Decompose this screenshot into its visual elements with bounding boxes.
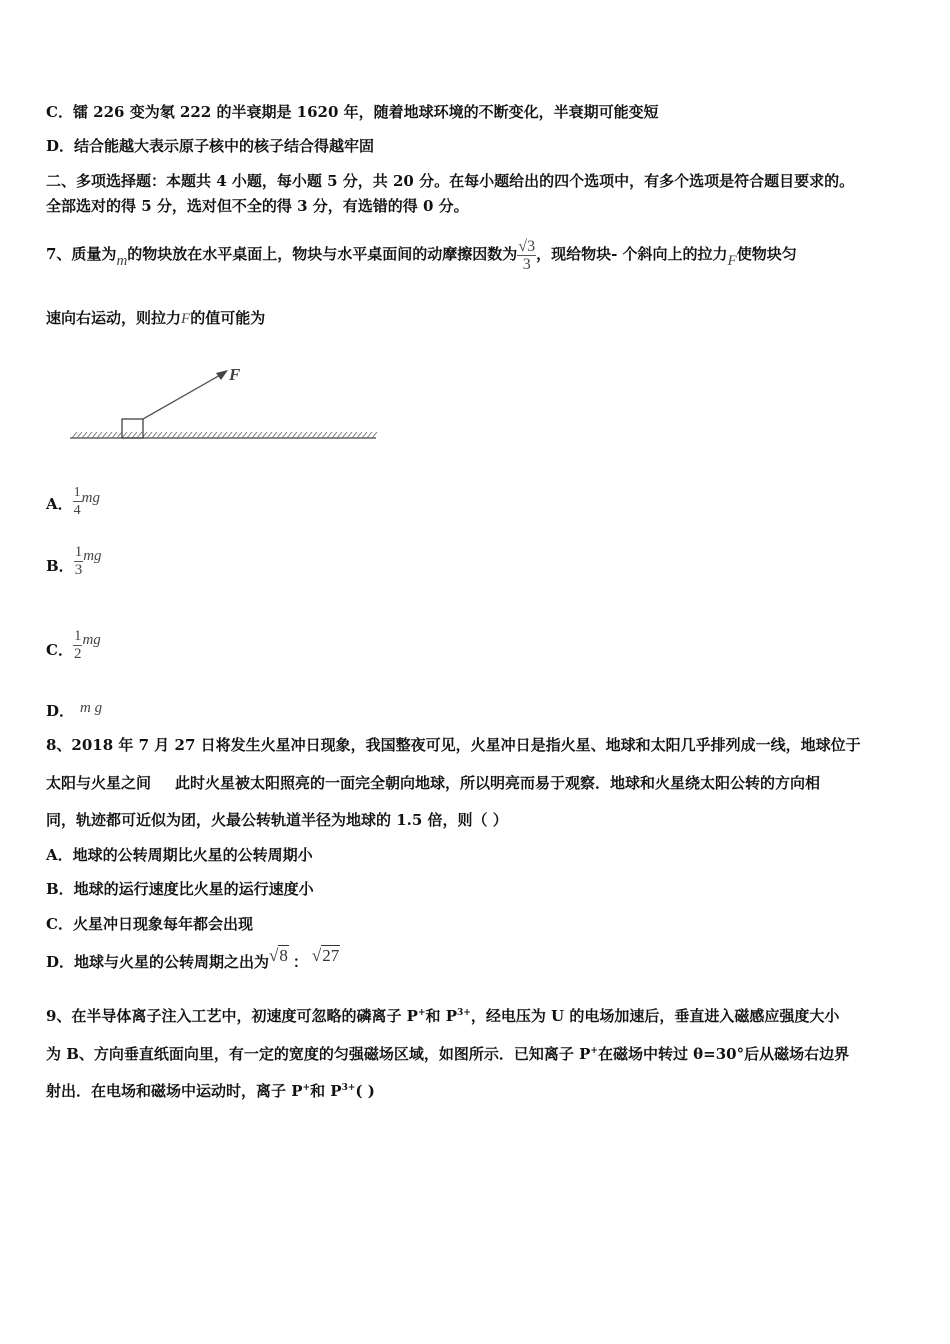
force-label: F [229,365,241,384]
q7-option-a: A． $\frac{1}{4}$ mg [46,485,100,518]
q8-option-c: C．火星冲日现象每年都会出现 [46,915,253,933]
q7-option-b: B． $\frac{1}{3}$ mg [46,544,102,578]
q8-option-a: A．地球的公转周期比火星的公转周期小 [46,846,313,864]
q8-option-b: B．地球的运行速度比火星的运行速度小 [46,880,314,898]
q9-stem-2: 为 B、方向垂直纸面向里，有一定的宽度的匀强磁场区域，如图所示．已知离子 P+在磁场中转过 θ=30°后从磁场右边界 [46,1045,850,1063]
option-c-prev: C．镭 226 变为氡 222 的半衰期是 1620 年，随着地球环境的不断变化，半衰期可能变短 [46,103,659,121]
option-d-prev: D．结合能越大表示原子核中的核子结合得越牢固 [46,137,375,155]
arrow-head [216,370,228,380]
q8-stem-2: 太阳与火星之间 此时火星被太阳照亮的一面完全朝向地球，所以明亮而易于观察．地球和火星绕太阳公转的方向相 [46,774,821,792]
force-arrow [143,374,222,419]
q7-option-d: D． m g [46,700,103,720]
q7-figure [66,360,380,452]
section2-heading: 二、多项选择题：本题共 4 小题，每小题 5 分，共 20 分。在每小题给出的四个选项中，有多个选项是符合题目要求的。 [46,172,855,190]
ground-hatch [72,432,377,438]
q8-option-d: D．地球与火星的公转周期之出为√8 ： √27 [46,946,340,971]
q8-stem-1: 8、2018 年 7 月 27 日将发生火星冲日现象，我国整夜可见，火星冲日是指火星、地球和太阳几乎排列成一线，地球位于 [46,736,861,754]
q7-stem: 7、质量为m的物块放在水平桌面上，物块与水平桌面间的动摩擦因数为 $\frac{√3}{3}$ ，现给物块- 个斜向上的拉力F使物块匀 [46,237,797,273]
section2-heading-cont: 全部选对的得 5 分，选对但不全的得 3 分，有选错的得 0 分。 [46,197,469,215]
q7-stem-cont: 速向右运动，则拉力F的值可能为 [46,309,266,327]
q9-stem-3: 射出．在电场和磁场中运动时，离子 P+和 $P^{3+}$( ) [46,1082,375,1100]
q8-stem-3: 同，轨迹都可近似为团，火最公转轨道半径为地球的 1.5 倍，则（ ） [46,811,508,829]
q9-stem-1: 9、在半导体离子注入工艺中，初速度可忽略的磷离子 P+和 $P^{3+}$，经电压为 U 的电场加速后，垂直进入磁感应强度大小 [46,1007,840,1025]
q7-option-c: C． $\frac{1}{2}$ mg [46,628,101,662]
